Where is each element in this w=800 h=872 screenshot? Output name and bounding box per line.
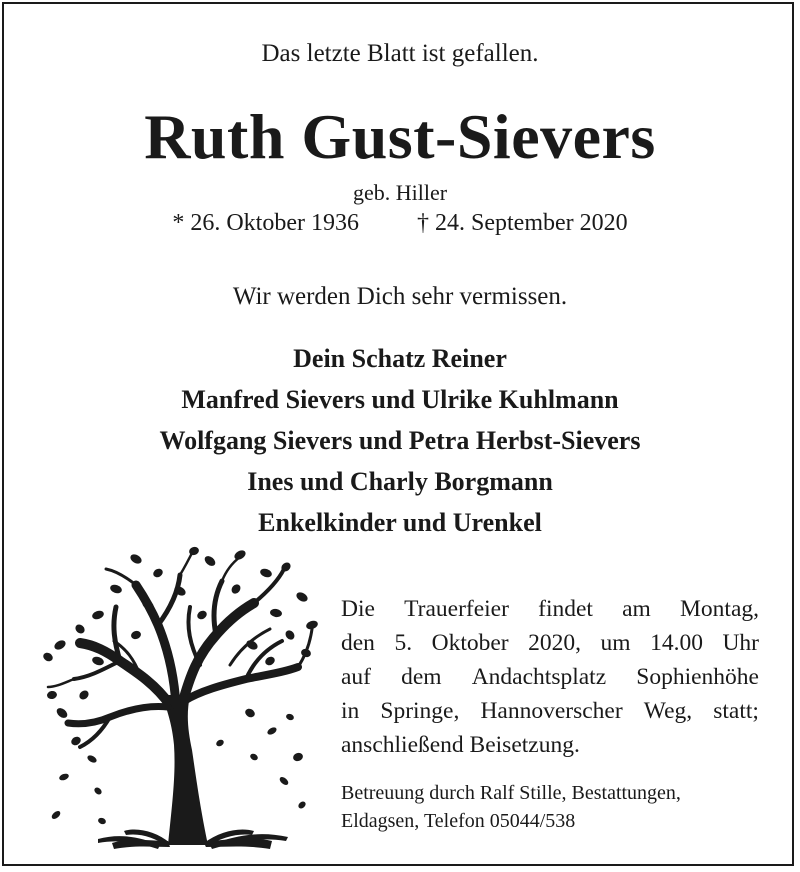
- mourner-line: Enkelkinder und Urenkel: [258, 508, 542, 537]
- mourner-line: Ines und Charly Borgmann: [247, 467, 553, 496]
- service-line: anschließend Beisetzung.: [341, 732, 580, 758]
- mourner-line: Wolfgang Sievers und Petra Herbst-Sievers: [159, 426, 641, 455]
- undertaker-info: [341, 779, 761, 835]
- service-line: den 5. Oktober 2020, um 14.00 Uhr: [341, 630, 759, 656]
- service-announcement: [341, 592, 759, 762]
- service-line: in Springe, Hannoverscher Weg, statt;: [341, 698, 759, 724]
- service-line: Die Trauerfeier findet am Montag,: [341, 596, 759, 622]
- tree-with-falling-leaves-icon: [40, 545, 330, 850]
- mourner-line: Dein Schatz Reiner: [293, 344, 507, 373]
- undertaker-line: Betreuung durch Ralf Stille, Bestattungen,: [341, 782, 681, 804]
- life-dates: [0, 210, 800, 237]
- deceased-name: Ruth Gust-Sievers: [144, 101, 656, 172]
- closing-line: Wir werden Dich sehr vermissen.: [232, 283, 568, 310]
- undertaker-line: Eldagsen, Telefon 05044/538: [341, 810, 576, 832]
- death-date: † 24. September 2020: [417, 210, 628, 236]
- mourner-line: Manfred Sievers und Ulrike Kuhlmann: [181, 385, 619, 414]
- mourners-list: [0, 338, 800, 543]
- maiden-name: geb. Hiller: [352, 180, 448, 205]
- service-line: auf dem Andachtsplatz Sophienhöhe: [341, 664, 759, 690]
- motto: Das letzte Blatt ist gefallen.: [261, 40, 539, 67]
- birth-date: * 26. Oktober 1936: [172, 210, 359, 236]
